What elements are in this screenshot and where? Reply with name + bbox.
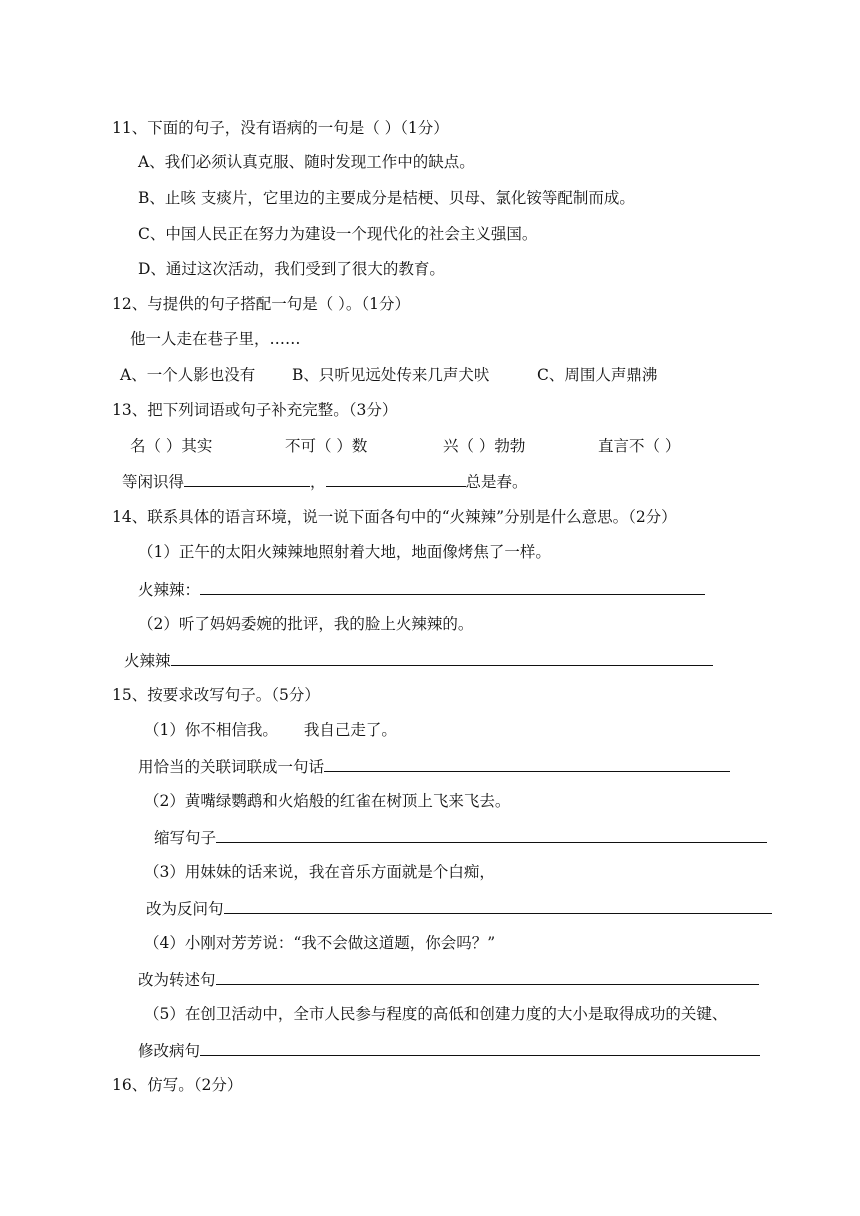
q15-answer-blank-2[interactable]	[216, 827, 767, 843]
q15-answer-label-4: 改为转述句	[138, 971, 216, 989]
q14-answer-line-1	[138, 579, 705, 599]
q12-option-a: A、一个人影也没有	[120, 366, 256, 384]
q11-stem: 11、下面的句子，没有语病的一句是（ ）（1分）	[112, 119, 449, 137]
q15-answer-line-2	[154, 827, 767, 847]
q12-option-b: B、只听见远处传来几声犬吠	[292, 366, 490, 384]
q15-answer-line-4	[138, 969, 759, 989]
q15-answer-blank-1[interactable]	[324, 756, 730, 772]
q11-option-c: C、中国人民正在努力为建设一个现代化的社会主义强国。	[138, 225, 538, 243]
q15-answer-line-5	[138, 1040, 760, 1060]
q14-answer-label-2: 火辣辣	[124, 652, 171, 670]
q13-idiom-3: 兴（ ）勃勃	[443, 437, 526, 455]
q13-poem-comma: ，	[310, 473, 326, 491]
q15-answer-label-1: 用恰当的关联词联成一句话	[138, 758, 325, 776]
q13-poem-suffix: 总是春。	[465, 473, 528, 491]
q15-answer-blank-4[interactable]	[216, 969, 759, 985]
q15-answer-blank-5[interactable]	[200, 1040, 760, 1056]
q13-idiom-1: 名（ ）其实	[130, 437, 213, 455]
q15-answer-blank-3[interactable]	[224, 898, 772, 914]
q15-answer-line-1	[138, 756, 730, 776]
q12-sentence: 他一人走在巷子里，……	[130, 330, 301, 348]
q13-poem-blank-2[interactable]	[326, 471, 466, 487]
q15-stem: 15、按要求改写句子。（5分）	[112, 686, 320, 704]
q14-stem: 14、联系具体的语言环境，说一说下面各句中的“火辣辣”分别是什么意思。（2分）	[112, 508, 677, 526]
q13-idiom-2: 不可（ ）数	[285, 437, 368, 455]
q15-sentence-4: （4）小刚对芳芳说：“我不会做这道题，你会吗？”	[144, 934, 496, 952]
q16-stem: 16、仿写。（2分）	[112, 1076, 243, 1094]
q14-answer-line-2	[124, 650, 713, 670]
q14-answer-label-1: 火辣辣：	[138, 581, 201, 599]
q11-option-d: D、通过这次活动，我们受到了很大的教育。	[138, 260, 445, 278]
q13-poem-blank-1[interactable]	[184, 471, 310, 487]
q15-sentence-1a: （1）你不相信我。	[144, 721, 278, 739]
q12-option-c: C、周围人声鼎沸	[537, 366, 658, 384]
q15-answer-line-3	[146, 898, 772, 918]
q11-option-b: B、止咳 支痰片，它里边的主要成分是桔梗、贝母、氯化铵等配制而成。	[138, 189, 635, 207]
q13-poem-line	[122, 471, 528, 491]
q13-stem: 13、把下列词语或句子补充完整。（3分）	[112, 401, 398, 419]
q15-sentence-5: （5）在创卫活动中，全市人民参与程度的高低和创建力度的大小是取得成功的关键、	[144, 1005, 728, 1023]
q14-sentence-2: （2）听了妈妈委婉的批评，我的脸上火辣辣的。	[138, 615, 474, 633]
q13-idiom-4: 直言不（ ）	[598, 437, 681, 455]
q14-answer-blank-2[interactable]	[171, 650, 713, 666]
q11-option-a: A、我们必须认真克服、随时发现工作中的缺点。	[138, 153, 475, 171]
q15-sentence-3: （3）用妹妹的话来说，我在音乐方面就是个白痴，	[144, 863, 495, 881]
q15-answer-label-3: 改为反问句	[146, 900, 224, 918]
q15-sentence-1	[144, 720, 397, 740]
q12-stem: 12、与提供的句子搭配一句是（ ）。（1分）	[112, 295, 411, 313]
q14-sentence-1: （1）正午的太阳火辣辣地照射着大地，地面像烤焦了一样。	[138, 543, 551, 561]
q15-answer-label-5: 修改病句	[138, 1042, 201, 1060]
q14-answer-blank-1[interactable]	[200, 579, 705, 595]
q15-answer-label-2: 缩写句子	[154, 829, 217, 847]
q15-sentence-2: （2）黄嘴绿鹦鹉和火焰般的红雀在树顶上飞来飞去。	[144, 792, 511, 810]
q15-sentence-1b: 我自己走了。	[303, 721, 397, 739]
q13-poem-prefix: 等闲识得	[122, 473, 185, 491]
